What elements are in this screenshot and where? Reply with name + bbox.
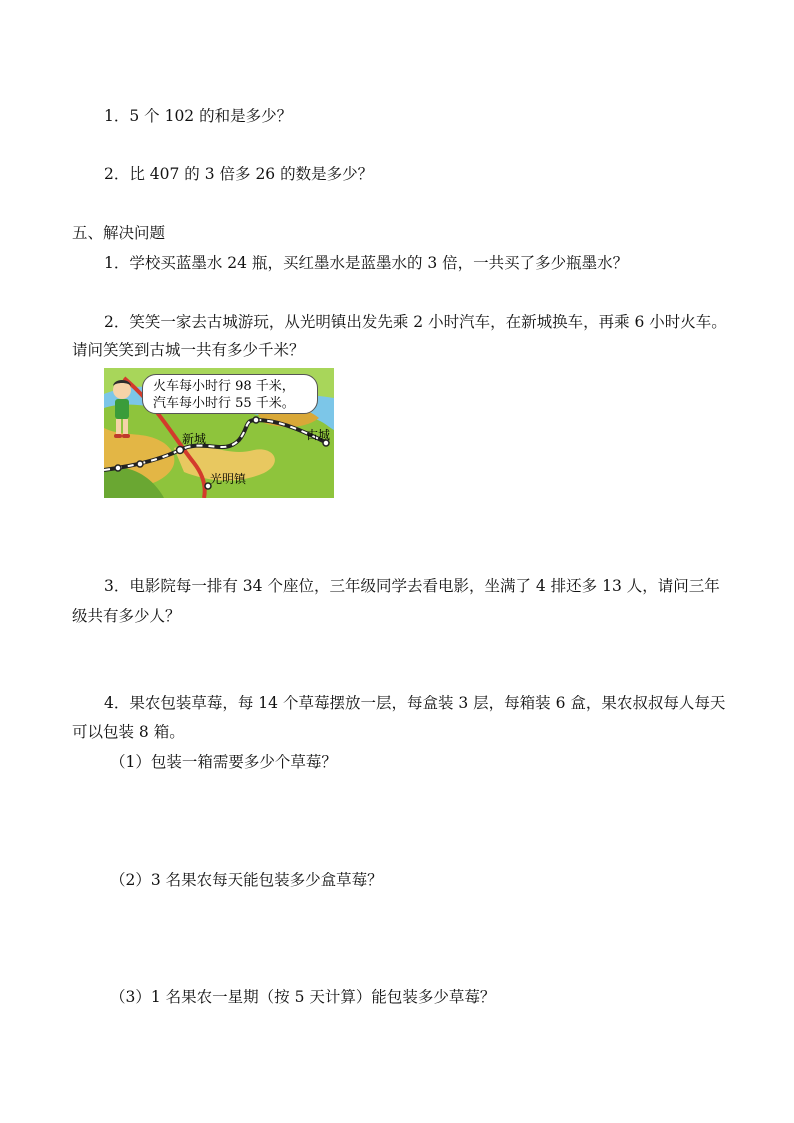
question-5-1: 1．学校买蓝墨水 24 瓶，买红墨水是蓝墨水的 3 倍，一共买了多少瓶墨水？: [104, 254, 629, 272]
question-5-4-line2: 可以包装 8 箱。: [72, 723, 185, 741]
label-guangmingzhen: 光明镇: [210, 472, 247, 486]
question-5-4-line1: 4．果农包装草莓，每 14 个草莓摆放一层，每盒装 3 层，每箱装 6 盒，果农叔叔每人每天: [104, 694, 726, 712]
question-5-2-line1: 2．笑笑一家去古城游玩，从光明镇出发先乘 2 小时汽车，在新城换车，再乘 6 小时火车。: [104, 313, 727, 331]
section-heading: 五、解决问题: [72, 224, 166, 242]
question-5-4-sub2: （2）3 名果农每天能包装多少盒草莓？: [110, 871, 383, 889]
bubble-train-speed: 火车每小时行 98 千米，: [153, 379, 295, 394]
speech-bubble: [142, 374, 318, 414]
bubble-car-speed: 汽车每小时行 55 千米。: [153, 396, 295, 411]
question-5-4-sub1: （1）包装一箱需要多少个草莓？: [110, 753, 337, 771]
label-gucheng: 古城: [306, 428, 331, 442]
question-4-2: 2．比 407 的 3 倍多 26 的数是多少？: [104, 165, 374, 183]
question-5-3-line2: 级共有多少人？: [72, 607, 181, 625]
question-4-1: 1．5 个 102 的和是多少？: [104, 107, 293, 125]
label-xincheng: 新城: [182, 432, 207, 446]
question-5-2-line2: 请问笑笑到古城一共有多少千米？: [72, 341, 305, 359]
route-map-illustration: [104, 368, 334, 498]
question-5-4-sub3: （3）1 名果农一星期（按 5 天计算）能包装多少草莓？: [110, 988, 496, 1006]
question-5-3-line1: 3．电影院每一排有 34 个座位，三年级同学去看电影，坐满了 4 排还多 13 人，请问三年: [104, 577, 720, 595]
